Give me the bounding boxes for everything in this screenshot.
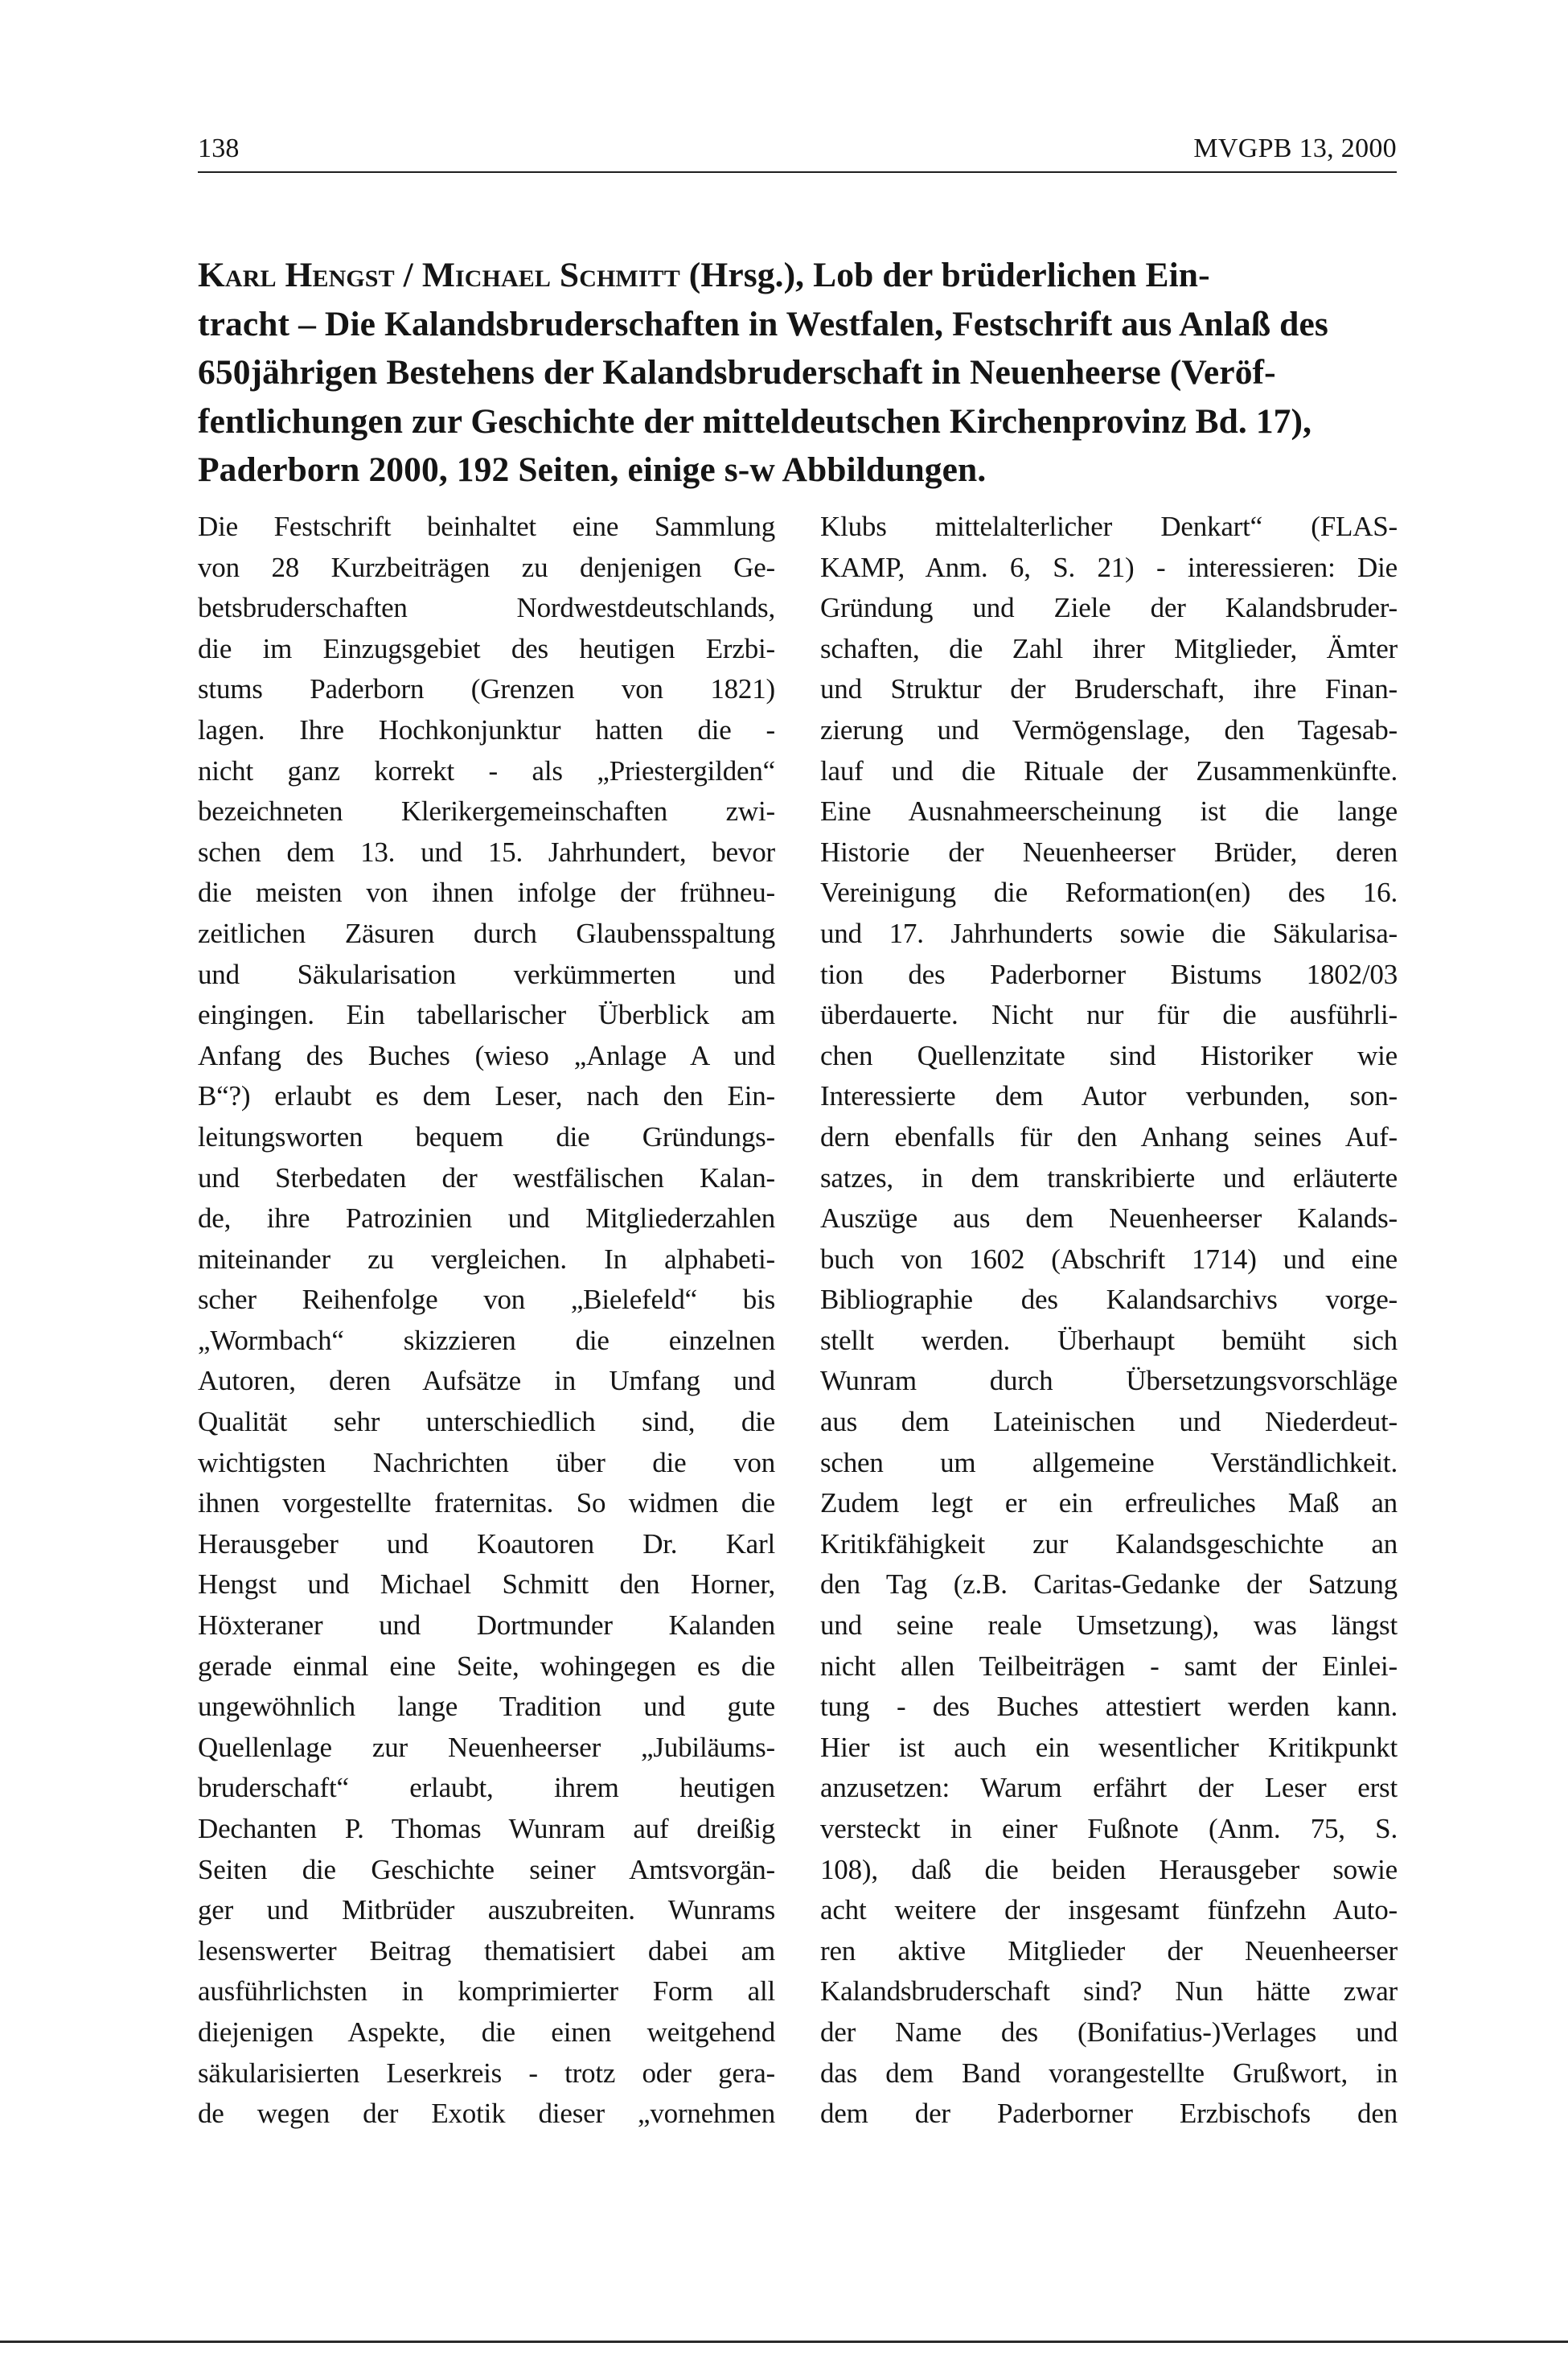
text-line: stellt werden. Überhaupt bemüht sich [820,1324,1398,1356]
text-line: Bibliographie des Kalandsarchivs vorge- [820,1284,1398,1316]
text-line: lagen. Ihre Hochkonjunktur hatten die - [198,713,775,746]
text-line: miteinander zu vergleichen. In alphabeti- [198,1243,775,1275]
text-line: Hier ist auch ein wesentlicher Kritikpunkt [820,1731,1398,1763]
text-line: leitungsworten bequem die Gründungs- [198,1120,775,1153]
text-line: säkularisierten Leserkreis - trotz oder gera- [198,2057,775,2089]
text-line: Eine Ausnahmeerscheinung ist die lange [820,795,1398,828]
text-line: lesenswerter Beitrag thematisiert dabei am [198,1934,775,1967]
text-line: schen dem 13. und 15. Jahrhundert, bevor [198,836,775,868]
text-line: 108), daß die beiden Herausgeber sowie [820,1853,1398,1885]
text-line: und 17. Jahrhunderts sowie die Säkularisa- [820,917,1398,949]
text-line: Interessierte dem Autor verbunden, son- [820,1080,1398,1112]
heading-line: fentlichungen zur Geschichte der mitteldeutschen Kirchenprovinz Bd. 17), [198,401,1312,441]
text-line: Zudem legt er ein erfreuliches Maß an [820,1487,1398,1519]
text-line: Auszüge aus dem Neuenheerser Kalands- [820,1202,1398,1235]
text-line: diejenigen Aspekte, die einen weitgehend [198,2016,775,2048]
text-line: aus dem Lateinischen und Niederdeut- [820,1406,1398,1438]
text-line: der Name des (Bonifatius-)Verlages und [820,2016,1398,2048]
text-line: Klubs mittelalterlicher Denkart“ (FLAS- [820,511,1398,542]
text-line: Die Festschrift beinhaltet eine Sammlung [198,511,775,542]
text-line: anzusetzen: Warum erfährt der Leser erst [820,1772,1398,1804]
text-line: versteckt in einer Fußnote (Anm. 75, S. [820,1813,1398,1844]
heading-line: Paderborn 2000, 192 Seiten, einige s-w Abbildungen. [198,450,987,489]
text-line: dern ebenfalls für den Anhang seines Auf- [820,1120,1398,1153]
text-line: überdauerte. Nicht nur für die ausführli- [820,999,1398,1031]
text-line: und Sterbedaten der westfälischen Kalan- [198,1161,775,1194]
text-line: von 28 Kurzbeiträgen zu denjenigen Ge- [198,551,775,583]
text-line: Herausgeber und Koautoren Dr. Karl [198,1527,775,1560]
text-line: Qualität sehr unterschiedlich sind, die [198,1406,775,1438]
text-line: zierung und Vermögenslage, den Tagesab- [820,713,1398,746]
text-line: Vereinigung die Reformation(en) des 16. [820,877,1398,909]
text-line: Seiten die Geschichte seiner Amtsvorgän- [198,1853,775,1885]
text-line: acht weitere der insgesamt fünfzehn Auto- [820,1894,1398,1926]
text-line: und Säkularisation verkümmerten und [198,958,775,990]
text-line: und seine reale Umsetzung), was längst [820,1609,1398,1642]
text-line: satzes, in dem transkribierte und erläuterte [820,1161,1398,1194]
text-line: den Tag (z.B. Caritas-Gedanke der Satzung [820,1568,1398,1601]
journal-reference: MVGPB 13, 2000 [1193,134,1397,163]
text-line: das dem Band vorangestellte Grußwort, in [820,2057,1398,2089]
text-line: dem der Paderborner Erzbischofs den [820,2098,1398,2130]
text-line: ger und Mitbrüder auszubreiten. Wunrams [198,1894,775,1926]
right-text-column [820,507,1398,2135]
left-text-column [198,507,775,2135]
running-header [198,129,1397,173]
text-line: lauf und die Rituale der Zusammenkünfte. [820,754,1398,787]
text-line: bezeichneten Klerikergemeinschaften zwi- [198,795,775,828]
text-line: zeitlichen Zäsuren durch Glaubensspaltung [198,917,775,949]
text-line: bruderschaft“ erlaubt, ihrem heutigen [198,1772,775,1804]
text-line: Höxteraner und Dortmunder Kalanden [198,1609,775,1642]
text-line: schaften, die Zahl ihrer Mitglieder, Ämter [820,632,1398,664]
text-line: „Wormbach“ skizzieren die einzelnen [198,1324,775,1356]
text-line: ihnen vorgestellte fraternitas. So widmen die [198,1487,775,1519]
text-line: die meisten von ihnen infolge der frühneu- [198,877,775,909]
text-line: B“?) erlaubt es dem Leser, nach den Ein- [198,1080,775,1112]
heading-line: tracht – Die Kalandsbruderschaften in Westfalen, Festschrift aus Anlaß des [198,304,1328,343]
text-line: Dechanten P. Thomas Wunram auf dreißig [198,1813,775,1844]
text-line: de, ihre Patrozinien und Mitgliederzahlen [198,1202,775,1235]
heading-authors: Karl Hengst / Michael Schmitt [198,256,680,294]
text-line: de wegen der Exotik dieser „vornehmen [198,2098,775,2130]
text-line: Kalandsbruderschaft sind? Nun hätte zwar [820,1975,1398,2008]
review-heading [198,251,1397,495]
text-line: tion des Paderborner Bistums 1802/03 [820,958,1398,990]
text-line: Gründung und Ziele der Kalandsbruder- [820,592,1398,624]
heading-line [198,251,1397,300]
text-line: Kritikfähigkeit zur Kalandsgeschichte an [820,1527,1398,1560]
text-line: Historie der Neuenheerser Brüder, deren [820,836,1398,868]
text-line: scher Reihenfolge von „Bielefeld“ bis [198,1284,775,1316]
heading-title-start: (Hrsg.), Lob der brüderlichen Ein- [679,256,1210,294]
text-line: Quellenlage zur Neuenheerser „Jubiläums- [198,1731,775,1763]
text-line: und Struktur der Bruderschaft, ihre Finan- [820,673,1398,705]
text-line: chen Quellenzitate sind Historiker wie [820,1039,1398,1071]
text-line: nicht allen Teilbeiträgen - samt der Einlei- [820,1650,1398,1682]
text-line: schen um allgemeine Verständlichkeit. [820,1446,1398,1478]
text-line: tung - des Buches attestiert werden kann. [820,1691,1398,1723]
text-line: stums Paderborn (Grenzen von 1821) [198,673,775,705]
text-line: Autoren, deren Aufsätze in Umfang und [198,1365,775,1397]
text-line: Hengst und Michael Schmitt den Horner, [198,1568,775,1601]
heading-line: 650jährigen Bestehens der Kalandsbruderschaft in Neuenheerse (Veröf- [198,353,1276,392]
page-number: 138 [198,134,240,163]
text-line: ausführlichsten in komprimierter Form all [198,1975,775,2008]
text-line: ungewöhnlich lange Tradition und gute [198,1691,775,1723]
text-line: die im Einzugsgebiet des heutigen Erzbi- [198,632,775,664]
text-line: Wunram durch Übersetzungsvorschläge [820,1365,1398,1397]
text-line: wichtigsten Nachrichten über die von [198,1446,775,1478]
text-line: Anfang des Buches (wieso „Anlage A und [198,1039,775,1071]
text-line: nicht ganz korrekt - als „Priestergilden“ [198,754,775,787]
text-line: gerade einmal eine Seite, wohingegen es die [198,1650,775,1682]
text-line: buch von 1602 (Abschrift 1714) und eine [820,1243,1398,1275]
text-line: eingingen. Ein tabellarischer Überblick am [198,999,775,1031]
scan-bottom-edge [0,2341,1568,2343]
text-line: ren aktive Mitglieder der Neuenheerser [820,1934,1398,1967]
text-line: KAMP, Anm. 6, S. 21) - interessieren: Die [820,551,1398,583]
text-line: betsbruderschaften Nordwestdeutschlands, [198,592,775,624]
